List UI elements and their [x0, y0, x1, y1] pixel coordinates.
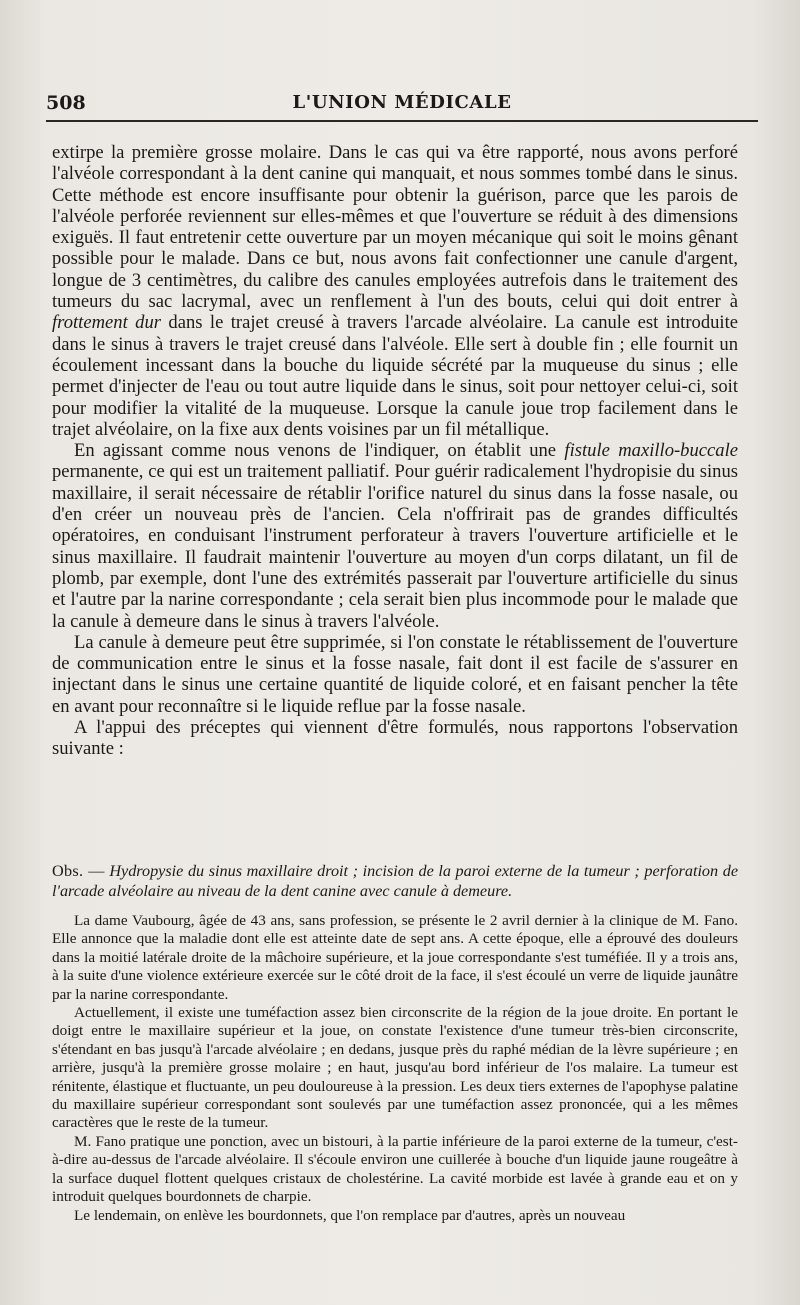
running-title: L'UNION MÉDICALE: [292, 92, 512, 113]
case-paragraph: Le lendemain, on enlève les bourdonnets, que l'on remplace par d'autres, après un nouveau: [74, 1206, 626, 1224]
paragraph-text: A l'appui des préceptes qui viennent d'être formulés, nous rapportons l'observation suivante :: [52, 717, 738, 760]
case-paragraph: La dame Vaubourg, âgée de 43 ans, sans profession, se présente le 2 avril dernier à la clinique de M. Fano. Elle annonce que la maladie dont elle est atteinte date de sept ans. A cette époque, elle a éprouvé des douleurs dans la moitié latérale droite de la mâchoire supérieure, et la joue correspondante s'est tuméfiée. Il y a trois ans, à la suite d'une violence extérieure exercée sur le côté droit de la face, il s'est écoulé un verre de liquide jaunâtre par la narine correspondante.: [52, 912, 738, 1003]
observation-title-text: Hydropysie du sinus maxillaire droit ; incision de la paroi externe de la tumeur ; perforation de l'arcade alvéolaire au niveau de la dent canine avec canule à demeure.: [52, 862, 739, 900]
page-header: [46, 90, 758, 122]
page-number: 508: [46, 92, 86, 114]
paragraph: [52, 440, 738, 632]
case-paragraph: Actuellement, il existe une tuméfaction assez bien circonscrite de la région de la joue droite. En portant le doigt entre le maxillaire supérieur et la joue, on constate l'existence d'une tumeur très-bien circonscrite, s'étendant en bas jusqu'à l'arcade alvéolaire ; en dedans, jusque près du raphé médian de la lèvre supérieure ; en arrière, jusqu'à la première grosse molaire ; en haut, jusqu'au bord inférieur de l'os malaire. La tumeur est rénitente, élastique et fluctuante, un peu douloureuse à la pression. Les deux tiers externes de l'apophyse palatine du maxillaire supérieur correspondant sont soulevés par une tuméfaction assez prononcée, qui a les mêmes caractères que le reste de la tumeur.: [52, 1004, 738, 1132]
paragraph: [52, 632, 738, 717]
main-text: [52, 142, 738, 760]
italic-term: frottement dur: [52, 312, 161, 334]
paragraph-text: extirpe la première grosse molaire. Dans le cas qui va être rapporté, nous avons perforé l'alvéole correspondant à la dent canine qui manquait, et nous sommes tombé dans le sinus. Cette méthode est encore insuffisante pour obtenir la guérison, parce que les parois de l'alvéole perforée reviennent sur elles-mêmes et que l'ouverture se réduit à des dimensions exiguës. Il faut entretenir cette ouverture par un moyen mécanique qui soit le moins gênant possible pour le malade. Dans ce but, nous avons fait confectionner une canule d'argent, longue de 3 centimètres, du calibre des canules employées autrefois dans le traitement des tumeurs du sac lacrymal, avec un renflement à l'un des bouts, celui qui doit entrer à: [52, 142, 738, 313]
observation-heading: [52, 862, 738, 912]
case-paragraph: M. Fano pratique une ponction, avec un bistouri, à la partie inférieure de la paroi externe de la tumeur, c'est-à-dire au-dessus de l'arcade alvéolaire. Il s'écoule environ une cuillerée à bouche d'un liquide jaune rougeâtre à la surface duquel flottent quelques cristaux de cholestérine. La cavité morbide est lavée à grande eau et on y introduit quelques bourdonnets de charpie.: [52, 1132, 738, 1206]
paragraph: [52, 142, 738, 440]
observation-label: Obs. —: [52, 862, 105, 880]
paragraph-text: La canule à demeure peut être supprimée, si l'on constate le rétablissement de l'ouverture de communication entre le sinus et la fosse nasale, fait dont il est facile de s'assurer en injectant dans le sinus une certaine quantité de liquide coloré, et en faisant pencher la tête en avant pour reconnaître si le liquide reflue par la fosse nasale.: [52, 631, 738, 717]
italic-term: fistule maxillo-buccale: [564, 440, 738, 462]
paragraph: [52, 717, 738, 760]
case-report: [52, 912, 738, 1225]
paragraph-text: En agissant comme nous venons de l'indiquer, on établit une: [74, 440, 557, 462]
paragraph-text: permanente, ce qui est un traitement palliatif. Pour guérir radicalement l'hydropisie du sinus maxillaire, il serait nécessaire de rétablir l'orifice naturel du sinus dans la fosse nasale, ou d'en créer un nouveau près de l'ancien. Cela n'offrirait pas de grandes difficultés opératoires, en conduisant l'instrument perforateur à travers l'ouverture artificielle et le sinus maxillaire. Il faudrait maintenir l'ouverture au moyen d'un corps dilatant, un fil de plomb, par exemple, dont l'une des extrémités passerait par l'ouverture artificielle du sinus et l'autre par la narine correspondante ; cela serait bien plus incommode pour le malade que la canule à demeure dans le sinus à travers l'alvéole.: [52, 461, 738, 632]
observation-title: [52, 862, 738, 902]
paragraph-text: dans le trajet creusé à travers l'arcade alvéolaire. La canule est introduite dans le sinus à travers le trajet creusé dans l'alvéole. Elle sert à double fin ; elle fournit un écoulement incessant dans la bouche du liquide sécrété par la muqueuse du sinus ; elle permet d'injecter de l'eau ou tout autre liquide dans le sinus, soit pour nettoyer celui-ci, soit pour modifier la vitalité de la muqueuse. Lorsque la canule joue trop facilement dans le trajet alvéolaire, on la fixe aux dents voisines par un fil métallique.: [52, 312, 738, 440]
